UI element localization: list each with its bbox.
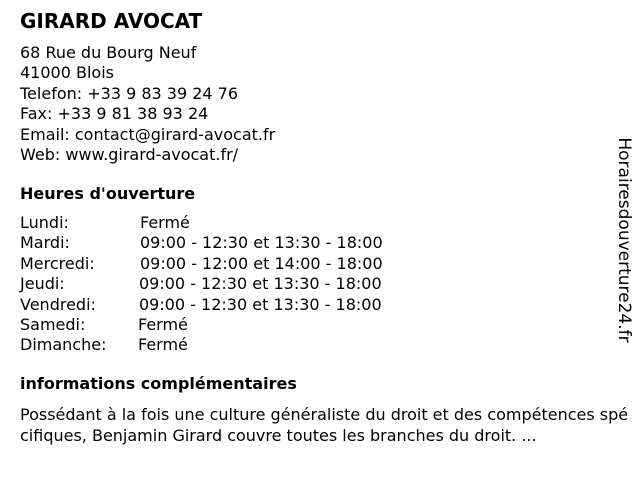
day-label: Dimanche:	[20, 335, 107, 355]
day-label: Samedi:	[20, 314, 86, 334]
additional-info-heading: informations complémentaires	[20, 374, 297, 393]
hours-value: Fermé	[138, 335, 188, 355]
contact-block	[20, 43, 275, 165]
additional-info-text: Possédant à la fois une culture généraliste du droit et des compétences spécifiques, Benjamin Girard couvre toutes les branches du droit. ...	[20, 405, 629, 445]
day-label: Mercredi:	[20, 253, 95, 273]
phone-number: Telefon: +33 9 83 39 24 76	[20, 83, 239, 103]
source-watermark: Horairesdouverture24.fr	[614, 137, 634, 343]
email-address: Email: contact@girard-avocat.fr	[20, 124, 276, 144]
website-address: Web: www.girard-avocat.fr/	[20, 144, 239, 164]
hours-value: Fermé	[140, 213, 190, 232]
day-label: Jeudi:	[20, 274, 65, 294]
hours-value: Fermé	[138, 314, 188, 334]
day-label: Mardi:	[20, 233, 70, 253]
business-name: GIRARD AVOCAT	[20, 9, 203, 33]
hours-value: 09:00 - 12:30 et 13:30 - 18:00	[139, 294, 382, 314]
address-street: 68 Rue du Bourg Neuf	[20, 43, 197, 62]
opening-hours-heading: Heures d'ouverture	[20, 184, 196, 203]
address-city: 41000 Blois	[20, 63, 114, 83]
hours-value: 09:00 - 12:00 et 14:00 - 18:00	[140, 253, 383, 273]
day-label: Lundi:	[20, 213, 69, 232]
hours-value: 09:00 - 12:30 et 13:30 - 18:00	[140, 233, 383, 253]
day-label: Vendredi:	[20, 294, 96, 314]
hours-value: 09:00 - 12:30 et 13:30 - 18:00	[139, 274, 382, 294]
fax-number: Fax: +33 9 81 38 93 24	[20, 104, 209, 124]
